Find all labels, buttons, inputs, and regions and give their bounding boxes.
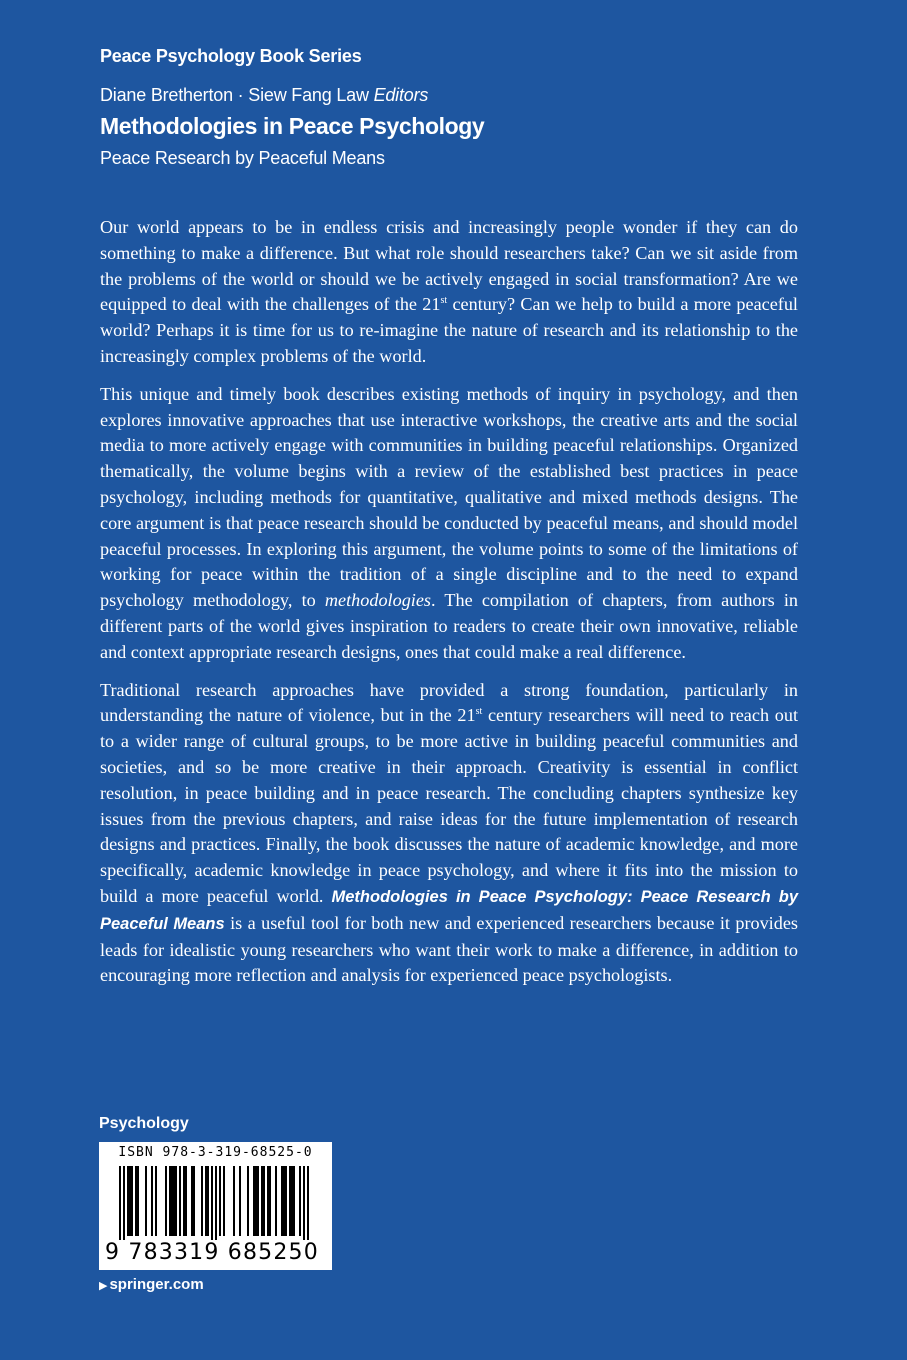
barcode-guard-bar (215, 1166, 217, 1240)
ordinal-suffix: st (475, 706, 483, 718)
barcode-guard-bar (307, 1166, 309, 1240)
barcode-bar (257, 1166, 259, 1236)
book-title: Methodologies in Peace Psychology (100, 113, 485, 139)
barcode-bar (207, 1166, 209, 1236)
blurb-text: . The compilation of chapters, from authors in different parts of the world gives inspiration to readers to create their own innovative, reliable and context appropriate research designs, ones that could make a real difference. (100, 590, 798, 662)
barcode-bar (151, 1166, 153, 1236)
barcode-bar (275, 1166, 277, 1236)
barcode-bar (183, 1166, 185, 1236)
editor-names: Diane Bretherton · Siew Fang Law (100, 85, 369, 105)
blurb-text: Traditional research approaches have provided a strong foundation, particularly in understanding the nature of violence, but in the 21 (100, 679, 798, 726)
barcode-bar (289, 1166, 291, 1236)
barcode-bar (253, 1166, 255, 1236)
barcode-bar (127, 1166, 129, 1236)
barcode-bar (185, 1166, 187, 1236)
blurb-text: Our world appears to be in endless crisis and increasingly people wonder if they can do something to make a difference. But what role should researchers take? Can we sit aside from the problems of the world or should we be actively engaged in social transformation? Are we equipped to deal with the challenges of the 21 (100, 217, 798, 315)
blurb-paragraph-1 (100, 215, 798, 370)
barcode-bar (169, 1166, 171, 1236)
barcode-bar (219, 1166, 221, 1236)
barcode-bar (171, 1166, 173, 1236)
barcode-bar (261, 1166, 263, 1236)
barcode-bars (119, 1166, 309, 1240)
barcode-bar (191, 1166, 193, 1236)
back-cover-blurb (100, 215, 798, 1001)
barcode-bar (269, 1166, 271, 1236)
blurb-paragraph-3 (100, 678, 798, 990)
barcode-bar (129, 1166, 131, 1236)
barcode-bar (175, 1166, 177, 1236)
ordinal-suffix: st (440, 295, 448, 307)
series-name: Peace Psychology Book Series (100, 46, 362, 66)
blurb-paragraph-2 (100, 382, 798, 666)
blurb-text: century? Can we help to build a more peaceful world? Perhaps it is time for us to re-imagine the nature of research and its relationship to the increasingly complex problems of the world. (100, 294, 798, 366)
barcode-bar (155, 1166, 157, 1236)
barcode-guard-bar (119, 1166, 121, 1240)
publisher-website[interactable] (99, 1276, 204, 1293)
book-subtitle: Peace Research by Peaceful Means (100, 148, 385, 168)
arrow-right-icon: ▶ (99, 1280, 108, 1292)
barcode-bar (247, 1166, 249, 1236)
editors-role: Editors (373, 85, 429, 105)
barcode-bar (291, 1166, 293, 1236)
barcode-bar (165, 1166, 167, 1236)
barcode-bar (137, 1166, 139, 1236)
blurb-text: is a useful tool for both new and experienced researchers because it provides leads for idealistic young researchers who want their work to make a difference, in addition to encouraging more reflection and analysis for experienced peace psychologists. (100, 912, 798, 986)
barcode-bar (255, 1166, 257, 1236)
emphasis-text: methodologies (324, 590, 431, 611)
website-text: springer.com (109, 1276, 204, 1293)
barcode-bar (285, 1166, 287, 1236)
barcode-bar (281, 1166, 283, 1236)
barcode-bar (135, 1166, 137, 1236)
barcode-bar (239, 1166, 241, 1236)
barcode-guard-bar (211, 1166, 213, 1240)
barcode-bar (263, 1166, 265, 1236)
barcode-bar (131, 1166, 133, 1236)
barcode-bar (267, 1166, 269, 1236)
barcode-bar (293, 1166, 295, 1236)
isbn-text: ISBN 978-3-319-68525-0 (118, 1145, 313, 1160)
barcode-bar (223, 1166, 225, 1236)
barcode-guard-bar (123, 1166, 125, 1240)
blurb-text: This unique and timely book describes existing methods of inquiry in psychology, and then explores innovative approaches that use interactive workshops, the creative arts and the social media to more actively engage with communities in building peaceful relationships. Organized thematically, the volume begins with a review of the established best practices in peace psychology, including methods for quantitative, qualitative and mixed methods designs. The core argument is that peace research should be conducted by peaceful means, and should model peaceful processes. In exploring this argument, the volume points to some of the limitations of working for peace within the tradition of a single discipline and to the need to expand psychology methodology, to (100, 383, 798, 611)
book-title-inline: Methodologies in Peace Psychology: Peace Research by Peaceful Means (100, 887, 798, 933)
editors-line (100, 85, 428, 106)
barcode-bar (299, 1166, 301, 1236)
barcode-bar (145, 1166, 147, 1236)
barcode-bar (201, 1166, 203, 1236)
barcode-bar (205, 1166, 207, 1236)
barcode-bar (179, 1166, 181, 1236)
barcode-bar (193, 1166, 195, 1236)
barcode-guard-bar (303, 1166, 305, 1240)
barcode-bar (283, 1166, 285, 1236)
isbn-barcode (99, 1142, 332, 1270)
ean-digits: 9 783319 685250 (105, 1240, 319, 1265)
barcode-bar (173, 1166, 175, 1236)
barcode-bar (233, 1166, 235, 1236)
blurb-text: century researchers will need to reach out to a wider range of cultural groups, to be more active in building peaceful communities and societies, and so be more creative in their approach. Creativity is essential in conflict resolution, in peace building and in peace research. The concluding chapters synthesize key issues from the previous chapters, and raise ideas for the future implementation of research designs and practices. Finally, the book discusses the nature of academic knowledge, and more specifically, academic knowledge in peace psychology, and where it fits into the mission to build a more peaceful world. (100, 705, 798, 906)
subject-category: Psychology (99, 1115, 189, 1132)
